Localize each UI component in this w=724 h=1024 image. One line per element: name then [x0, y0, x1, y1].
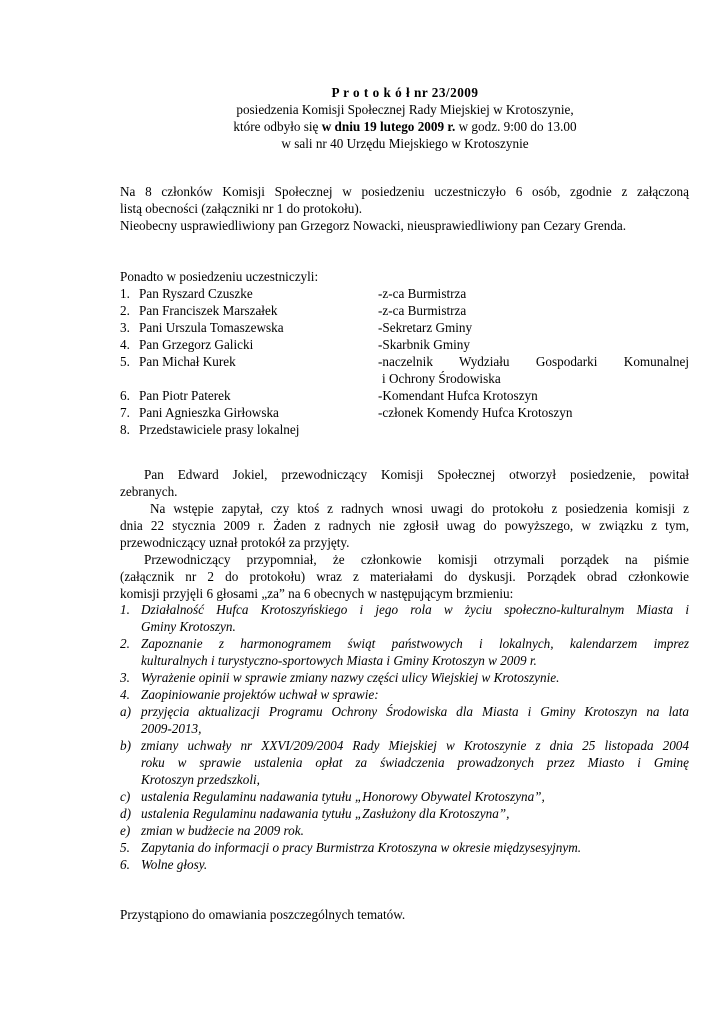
attendee-role: -Sekretarz Gminy [378, 320, 473, 335]
attendee-name: Pan Grzegorz Galicki [139, 337, 254, 352]
agenda-item-number: 3. [120, 670, 130, 685]
attendee-number: 1. [120, 286, 130, 301]
minutes-approval-line-2: dnia 22 stycznia 2009 r. Żaden z radnych nie zgłosił uwag do powyższego, w związku z tym, [120, 518, 689, 533]
agenda-item-number: 4. [120, 687, 130, 702]
agenda-item-line: Wyrażenie opinii w sprawie zmiany nazwy części ulicy Wiejskiej w Krotoszynie. [141, 670, 560, 685]
attendee-row [120, 285, 710, 302]
attendee-row [120, 336, 710, 353]
attendee-row [120, 387, 710, 404]
agenda-subitem-letter: d) [120, 806, 131, 821]
agenda-item [120, 669, 689, 686]
agenda-item-line: zmian w budżecie na 2009 rok. [141, 823, 304, 838]
agenda-item-line: Zaopiniowanie projektów uchwał w sprawie: [141, 687, 379, 702]
attendees-list [120, 268, 710, 438]
attendee-role: -z-ca Burmistrza [378, 286, 467, 301]
agenda-item [120, 856, 689, 873]
attendee-number: 3. [120, 320, 130, 335]
header-line-3-post: w godz. 9:00 do 13.00 [455, 119, 577, 134]
attendee-role-continued: i Ochrony Środowiska [382, 371, 501, 386]
attendee-row [120, 319, 710, 336]
attendee-row [120, 302, 710, 319]
agenda-subitem-letter: c) [120, 789, 131, 804]
document-title [0, 84, 724, 101]
agenda-item-line: kulturalnych i turystyczno-sportowych Miasta i Gminy Krotoszyn w 2009 r. [141, 653, 537, 668]
agenda-item-number: 6. [120, 857, 130, 872]
agenda-intro-line-3: komisji przyjęli 6 głosami „za” na 6 obecnych w następującym brzmieniu: [120, 586, 514, 601]
attendees-heading-row [120, 268, 710, 285]
agenda-subitem [120, 788, 689, 805]
agenda-item-line: zmiany uchwały nr XXVI/209/2004 Rady Miejskiej w Krotoszynie z dnia 25 listopada 2004 [141, 738, 689, 753]
meeting-date: w dniu 19 lutego 2009 r. [321, 119, 456, 134]
attendee-number: 8. [120, 422, 130, 437]
agenda-item-line: Krotoszyn przedszkoli, [141, 772, 260, 787]
agenda-subitem-letter: b) [120, 738, 131, 753]
attendee-name: Pani Urszula Tomaszewska [139, 320, 284, 335]
agenda-item-number: 1. [120, 602, 130, 617]
attendee-name: Pani Agnieszka Girłowska [139, 405, 279, 420]
minutes-approval-line-3: przewodniczący uznał protokół za przyjęty. [120, 535, 350, 550]
agenda-item-line: Zapoznanie z harmonogramem świąt państwowych i lokalnych, kalendarzem imprez [141, 636, 689, 651]
attendee-name: Pan Piotr Paterek [139, 388, 231, 403]
header-line-4: w sali nr 40 Urzędu Miejskiego w Krotoszynie [281, 136, 529, 151]
attendee-role: -Skarbnik Gminy [378, 337, 470, 352]
attendee-number: 7. [120, 405, 130, 420]
intro-line-1: Na 8 członków Komisji Społecznej w posiedzeniu uczestniczyło 6 osób, zgodnie z załączoną [120, 184, 689, 199]
attendee-number: 4. [120, 337, 130, 352]
agenda-item-line: przyjęcia aktualizacji Programu Ochrony Środowiska dla Miasta i Gminy Krotoszyn na lata [141, 704, 689, 719]
agenda-item-line: Działalność Hufca Krotoszyńskiego i jego rola w życiu społeczno-kulturalnym Miasta i [141, 602, 689, 617]
agenda-subitem [120, 805, 689, 822]
agenda-item-number: 2. [120, 636, 130, 651]
agenda-item [120, 839, 689, 856]
agenda-item-line: Zapytania do informacji o pracy Burmistrza Krotoszyna w okresie międzysesyjnym. [141, 840, 582, 855]
attendee-name: Przedstawiciele prasy lokalnej [139, 422, 300, 437]
agenda-subitem [120, 822, 689, 839]
header-line-3-pre: które odbyło się [233, 119, 322, 134]
intro-line-2: listą obecności (załączniki nr 1 do protokołu). [120, 201, 363, 216]
agenda-item-number: 5. [120, 840, 130, 855]
attendee-number: 2. [120, 303, 130, 318]
opening-line-1: Pan Edward Jokiel, przewodniczący Komisji Społecznej otworzył posiedzenie, powitał [144, 467, 689, 482]
body-paragraphs [120, 466, 689, 602]
document-header [0, 84, 724, 152]
attendees-heading: Ponadto w posiedzeniu uczestniczyli: [120, 269, 319, 284]
agenda-intro-line-2: (załącznik nr 2 do protokołu) wraz z materiałami do dyskusji. Porządek obrad członkowie [120, 569, 689, 584]
opening-line-2: zebranych. [120, 484, 178, 499]
attendee-name: Pan Ryszard Czuszke [139, 286, 253, 301]
attendee-row [120, 421, 710, 438]
agenda-subitem-letter: a) [120, 704, 131, 719]
agenda-item-line: 2009-2013, [141, 721, 202, 736]
attendee-role: -z-ca Burmistrza [378, 303, 467, 318]
agenda-subitem [120, 737, 689, 788]
intro-paragraph [120, 183, 689, 234]
title-prefix: P r o t o k ó ł [331, 85, 411, 100]
agenda-item [120, 635, 689, 669]
attendee-row [120, 353, 710, 387]
attendee-name: Pan Franciszek Marszałek [139, 303, 278, 318]
attendee-number: 6. [120, 388, 130, 403]
agenda-item [120, 601, 689, 635]
agenda-subitem [120, 703, 689, 737]
agenda-item-line: Gminy Krotoszyn. [141, 619, 236, 634]
agenda-item-line: roku w sprawie ustalenia opłat za świadczenia prowadzonych przez Miasto i Gminę [141, 755, 689, 770]
intro-line-3: Nieobecny usprawiedliwiony pan Grzegorz Nowacki, nieusprawiedliwiony pan Cezary Grenda. [120, 218, 627, 233]
agenda-subitem-letter: e) [120, 823, 131, 838]
header-line-2: posiedzenia Komisji Społecznej Rady Miejskiej w Krotoszynie, [236, 102, 574, 117]
attendee-role: -naczelnik Wydziału Gospodarki Komunalnej [378, 354, 689, 369]
agenda-intro-line-1: Przewodniczący przypomniał, że członkowie komisji otrzymali porządek na piśmie [144, 552, 689, 567]
title-number: nr 23/2009 [414, 85, 479, 100]
agenda-item-line: Wolne głosy. [141, 857, 208, 872]
agenda-item-line: ustalenia Regulaminu nadawania tytułu „Zasłużony dla Krotoszyna”, [141, 806, 510, 821]
closing-sentence: Przystąpiono do omawiania poszczególnych tematów. [120, 907, 406, 922]
agenda-list [120, 601, 689, 873]
attendee-role: -Komendant Hufca Krotoszyn [378, 388, 538, 403]
attendee-name: Pan Michał Kurek [139, 354, 236, 369]
attendee-number: 5. [120, 354, 130, 369]
agenda-item [120, 686, 689, 703]
minutes-approval-line-1: Na wstępie zapytał, czy ktoś z radnych wnosi uwagi do protokołu z posiedzenia komisji z [150, 501, 689, 516]
attendee-role: -członek Komendy Hufca Krotoszyn [378, 405, 573, 420]
attendee-row [120, 404, 710, 421]
agenda-item-line: ustalenia Regulaminu nadawania tytułu „Honorowy Obywatel Krotoszyna”, [141, 789, 545, 804]
header-line-3 [0, 118, 724, 135]
